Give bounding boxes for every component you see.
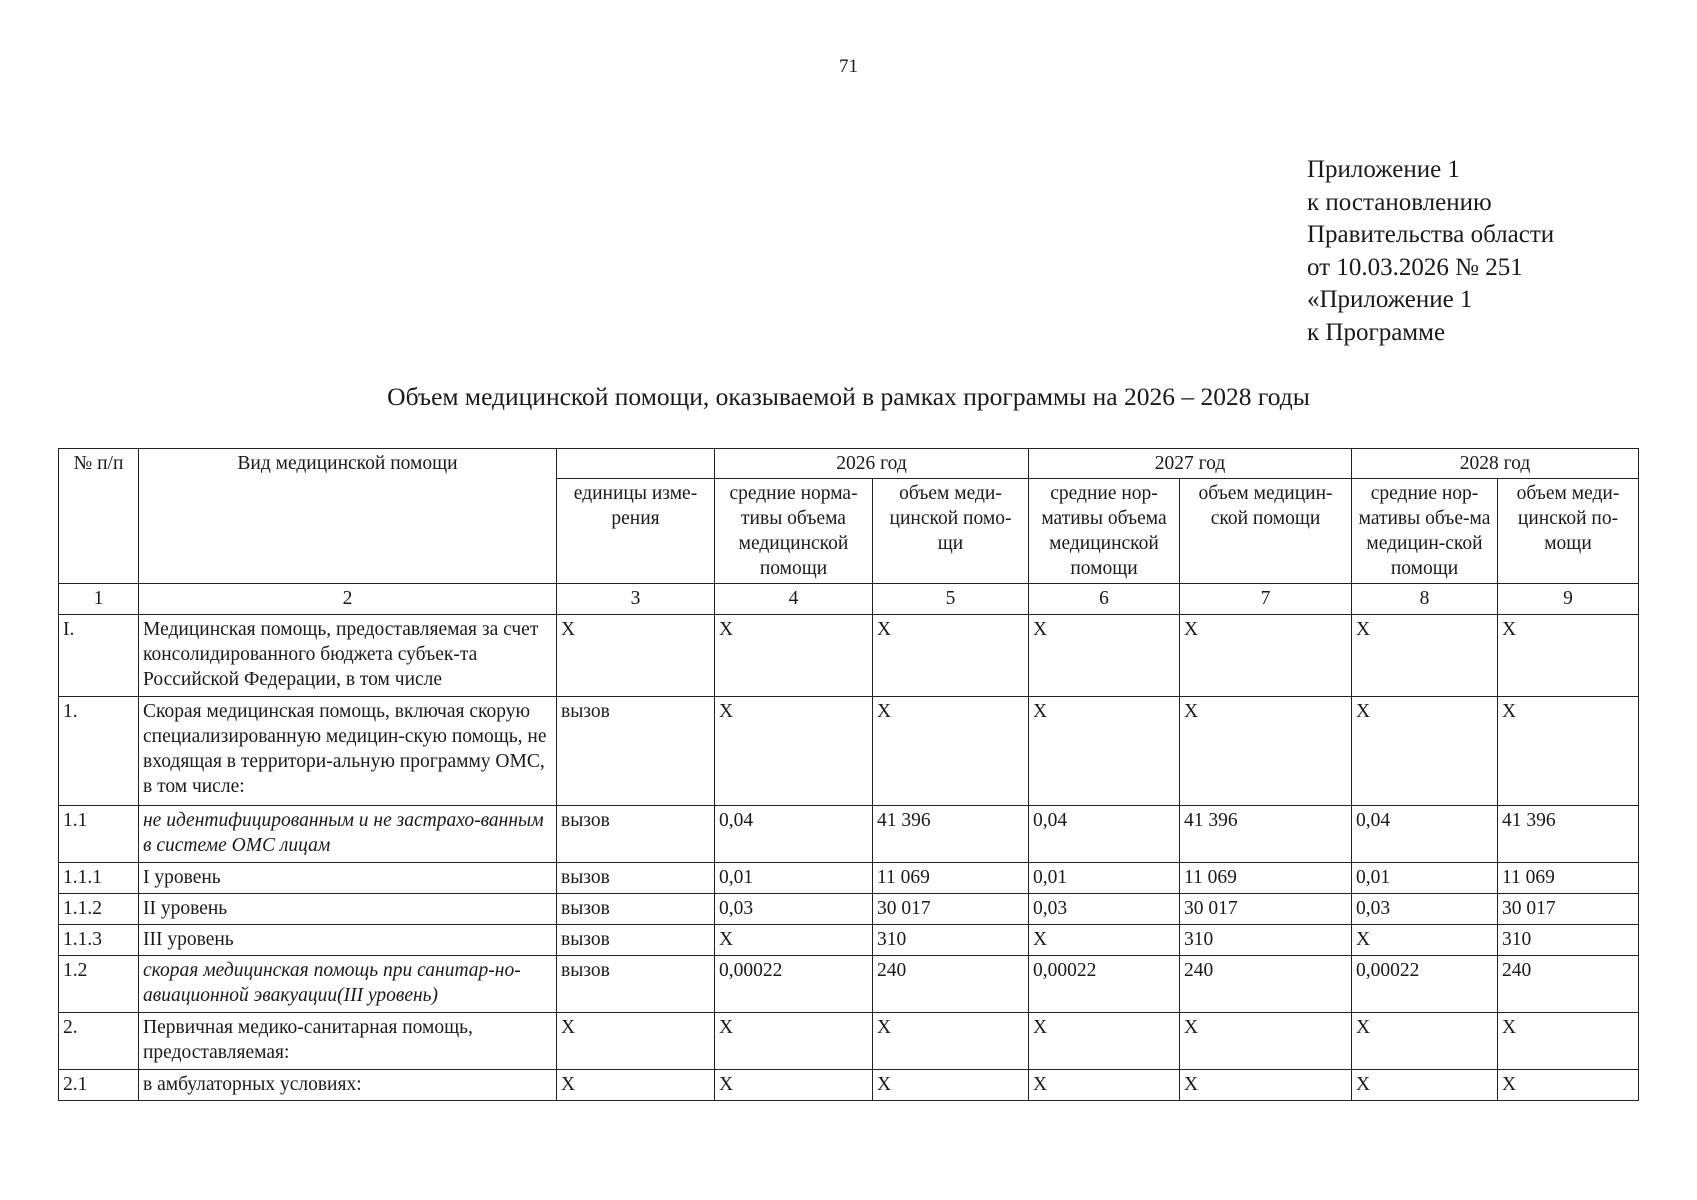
- cell-volume-2028: 41 396: [1498, 806, 1639, 863]
- appendix-line: к Программе: [1307, 318, 1446, 346]
- cell-volume-2026: 11 069: [873, 863, 1029, 894]
- cell-volume-2028: 240: [1498, 956, 1639, 1013]
- row-unit: вызов: [557, 894, 715, 925]
- row-num: I.: [59, 615, 139, 697]
- table-row: [59, 894, 1639, 925]
- column-number: 9: [1498, 584, 1639, 615]
- table-row: [59, 925, 1639, 956]
- cell-volume-2027: 240: [1180, 956, 1352, 1013]
- column-number: 6: [1029, 584, 1180, 615]
- row-name: не идентифицированным и не застрахо-ванным в системе ОМС лицам: [139, 806, 557, 863]
- column-number: 8: [1352, 584, 1498, 615]
- column-number: 3: [557, 584, 715, 615]
- cell-norm-2027: Х: [1029, 1013, 1180, 1070]
- table-row: [59, 1070, 1639, 1101]
- document-title: Объем медицинской помощи, оказываемой в рамках программы на 2026 – 2028 годы: [387, 382, 1310, 411]
- table-row: [59, 806, 1639, 863]
- cell-volume-2027: Х: [1180, 1070, 1352, 1101]
- medical-care-volume-table: [58, 448, 1639, 1101]
- cell-norm-2026: 0,00022: [715, 956, 873, 1013]
- table-row: [59, 956, 1639, 1013]
- row-name: III уровень: [139, 925, 557, 956]
- cell-volume-2027: 30 017: [1180, 894, 1352, 925]
- cell-norm-2027: Х: [1029, 925, 1180, 956]
- cell-volume-2026: Х: [873, 697, 1029, 806]
- cell-norm-2027: Х: [1029, 697, 1180, 806]
- appendix-line: от 10.03.2026 № 251: [1307, 253, 1523, 281]
- cell-volume-2027: 310: [1180, 925, 1352, 956]
- cell-volume-2028: 30 017: [1498, 894, 1639, 925]
- cell-volume-2027: Х: [1180, 615, 1352, 697]
- column-number: 5: [873, 584, 1029, 615]
- cell-norm-2027: Х: [1029, 1070, 1180, 1101]
- cell-volume-2026: 30 017: [873, 894, 1029, 925]
- row-unit: вызов: [557, 806, 715, 863]
- header-year-2028: 2028 год: [1352, 449, 1639, 479]
- cell-volume-2028: Х: [1498, 697, 1639, 806]
- cell-norm-2028: Х: [1352, 1013, 1498, 1070]
- row-num: 1.2: [59, 956, 139, 1013]
- row-num: 1.1.3: [59, 925, 139, 956]
- row-num: 2.1: [59, 1070, 139, 1101]
- cell-norm-2026: Х: [715, 925, 873, 956]
- cell-norm-2027: 0,01: [1029, 863, 1180, 894]
- row-num: 2.: [59, 1013, 139, 1070]
- row-unit: Х: [557, 1013, 715, 1070]
- page-number: 71: [839, 56, 858, 77]
- cell-norm-2028: 0,04: [1352, 806, 1498, 863]
- header-blank: [557, 449, 715, 479]
- cell-norm-2026: Х: [715, 1013, 873, 1070]
- cell-volume-2028: Х: [1498, 1070, 1639, 1101]
- cell-norm-2026: Х: [715, 615, 873, 697]
- cell-norm-2027: Х: [1029, 615, 1180, 697]
- cell-norm-2026: 0,04: [715, 806, 873, 863]
- cell-volume-2028: 11 069: [1498, 863, 1639, 894]
- row-unit: Х: [557, 1070, 715, 1101]
- cell-norm-2026: 0,01: [715, 863, 873, 894]
- column-number: 4: [715, 584, 873, 615]
- cell-norm-2027: 0,04: [1029, 806, 1180, 863]
- cell-norm-2027: 0,03: [1029, 894, 1180, 925]
- cell-volume-2028: 310: [1498, 925, 1639, 956]
- cell-norm-2028: 0,01: [1352, 863, 1498, 894]
- table-row: [59, 697, 1639, 806]
- column-number: 2: [139, 584, 557, 615]
- appendix-line: «Приложение 1: [1307, 286, 1473, 313]
- row-name: Первичная медико-санитарная помощь, предоставляемая:: [139, 1013, 557, 1070]
- cell-volume-2027: 41 396: [1180, 806, 1352, 863]
- cell-norm-2028: 0,03: [1352, 894, 1498, 925]
- row-name: Скорая медицинская помощь, включая скорую специализированную медицин-скую помощь, не входящая в территори-альную программу ОМС, в том числе:: [139, 697, 557, 806]
- cell-norm-2028: Х: [1352, 615, 1498, 697]
- row-num: 1.1.1: [59, 863, 139, 894]
- header-norm-2028: средние нор-мативы объе-ма медицин-ской помощи: [1352, 479, 1498, 584]
- header-num: № п/п: [59, 449, 139, 584]
- row-num: 1.1.2: [59, 894, 139, 925]
- header-volume-2027: объем медицин-ской помощи: [1180, 479, 1352, 584]
- cell-volume-2027: Х: [1180, 1013, 1352, 1070]
- header-units: единицы изме-рения: [557, 479, 715, 584]
- cell-norm-2027: 0,00022: [1029, 956, 1180, 1013]
- cell-volume-2026: Х: [873, 615, 1029, 697]
- row-num: 1.: [59, 697, 139, 806]
- cell-norm-2026: Х: [715, 1070, 873, 1101]
- cell-norm-2028: Х: [1352, 925, 1498, 956]
- cell-norm-2028: 0,00022: [1352, 956, 1498, 1013]
- cell-volume-2028: Х: [1498, 1013, 1639, 1070]
- table-row: [59, 615, 1639, 697]
- table-row: [59, 1013, 1639, 1070]
- cell-volume-2026: Х: [873, 1070, 1029, 1101]
- row-unit: Х: [557, 615, 715, 697]
- row-name: в амбулаторных условиях:: [139, 1070, 557, 1101]
- cell-volume-2026: 41 396: [873, 806, 1029, 863]
- appendix-line: Приложение 1: [1307, 156, 1460, 183]
- row-name: скорая медицинская помощь при санитар-но-авиационной эвакуации(III уровень): [139, 956, 557, 1013]
- table-row: [59, 863, 1639, 894]
- row-name: Медицинская помощь, предоставляемая за счет консолидированного бюджета субъек-та Российской Федерации, в том числе: [139, 615, 557, 697]
- cell-norm-2026: Х: [715, 697, 873, 806]
- header-volume-2028: объем меди-цинской по-мощи: [1498, 479, 1639, 584]
- header-year-2026: 2026 год: [715, 449, 1029, 479]
- cell-volume-2026: 310: [873, 925, 1029, 956]
- header-norm-2026: средние норма-тивы объема медицинской помощи: [715, 479, 873, 584]
- header-year-2027: 2027 год: [1029, 449, 1352, 479]
- cell-norm-2028: Х: [1352, 697, 1498, 806]
- cell-volume-2026: Х: [873, 1013, 1029, 1070]
- column-number: 1: [59, 584, 139, 615]
- appendix-line: Правительства области: [1307, 221, 1555, 248]
- row-unit: вызов: [557, 863, 715, 894]
- column-number-row: [59, 584, 1639, 615]
- cell-volume-2027: 11 069: [1180, 863, 1352, 894]
- cell-norm-2026: 0,03: [715, 894, 873, 925]
- column-number: 7: [1180, 584, 1352, 615]
- header-row-years: [59, 449, 1639, 479]
- row-unit: вызов: [557, 956, 715, 1013]
- cell-volume-2027: Х: [1180, 697, 1352, 806]
- header-norm-2027: средние нор-мативы объема медицинской помощи: [1029, 479, 1180, 584]
- row-name: I уровень: [139, 863, 557, 894]
- row-unit: вызов: [557, 925, 715, 956]
- row-num: 1.1: [59, 806, 139, 863]
- header-kind: Вид медицинской помощи: [139, 449, 557, 584]
- cell-volume-2028: Х: [1498, 615, 1639, 697]
- cell-norm-2028: Х: [1352, 1070, 1498, 1101]
- cell-volume-2026: 240: [873, 956, 1029, 1013]
- row-name: II уровень: [139, 894, 557, 925]
- appendix-reference: [1307, 154, 1554, 349]
- row-unit: вызов: [557, 697, 715, 806]
- header-volume-2026: объем меди-цинской помо-щи: [873, 479, 1029, 584]
- appendix-line: к постановлению: [1307, 188, 1492, 216]
